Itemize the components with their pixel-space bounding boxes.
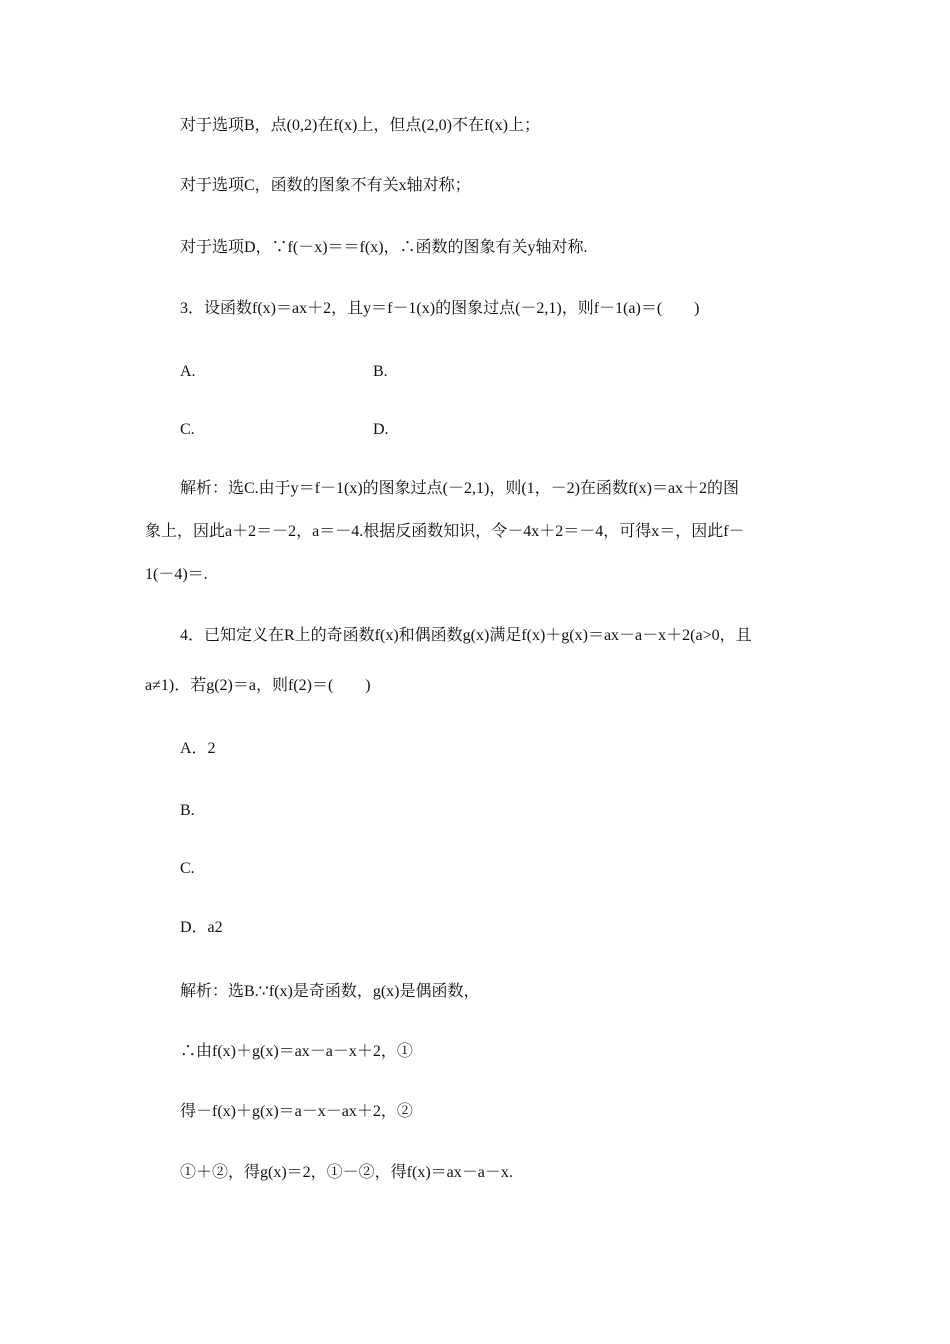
q4-solution-line-2: ∴由f(x)＋g(x)＝ax－a－x＋2，①	[180, 1043, 413, 1060]
q4-solution-line-1: 解析：选B.∵f(x)是奇函数，g(x)是偶函数，	[180, 983, 480, 1000]
q4-solution-line-3: 得－f(x)＋g(x)＝a－x－ax＋2，②	[180, 1103, 413, 1120]
q3-option-c: C.	[180, 421, 195, 438]
q3-solution-line-1: 解析：选C.由于y＝f－1(x)的图象过点(－2,1)，则(1，－2)在函数f(x)＝ax＋2的图	[180, 480, 740, 497]
q3-option-a: A.	[180, 363, 196, 380]
q4-option-d: D．a2	[180, 919, 223, 936]
q3-option-d: D.	[373, 421, 389, 438]
q4-option-b: B.	[180, 802, 195, 819]
q4-option-c: C.	[180, 860, 195, 877]
option-d-analysis: 对于选项D，∵f(－x)＝＝f(x)，∴函数的图象有关y轴对称.	[180, 239, 588, 256]
question-4-line-2: a≠1)．若g(2)＝a，则f(2)＝( )	[145, 677, 371, 694]
question-3: 3．设函数f(x)＝ax＋2，且y＝f－1(x)的图象过点(－2,1)，则f－1(a)＝( )	[180, 300, 700, 317]
question-4-line-1: 4．已知定义在R上的奇函数f(x)和偶函数g(x)满足f(x)＋g(x)＝ax－a－x＋2(a>0，且	[180, 627, 752, 644]
q3-solution-line-2: 象上，因此a＋2＝－2，a＝－4.根据反函数知识，令－4x＋2＝－4，可得x＝，因此f－	[145, 523, 745, 540]
q3-option-b: B.	[373, 363, 388, 380]
q4-solution-line-4: ①＋②，得g(x)＝2，①－②，得f(x)＝ax－a－x.	[180, 1164, 513, 1181]
q4-option-a: A．2	[180, 740, 216, 757]
option-b-analysis: 对于选项B，点(0,2)在f(x)上，但点(2,0)不在f(x)上；	[180, 117, 540, 134]
q3-solution-line-3: 1(－4)＝.	[145, 566, 208, 583]
option-c-analysis: 对于选项C，函数的图象不有关x轴对称；	[180, 177, 471, 194]
